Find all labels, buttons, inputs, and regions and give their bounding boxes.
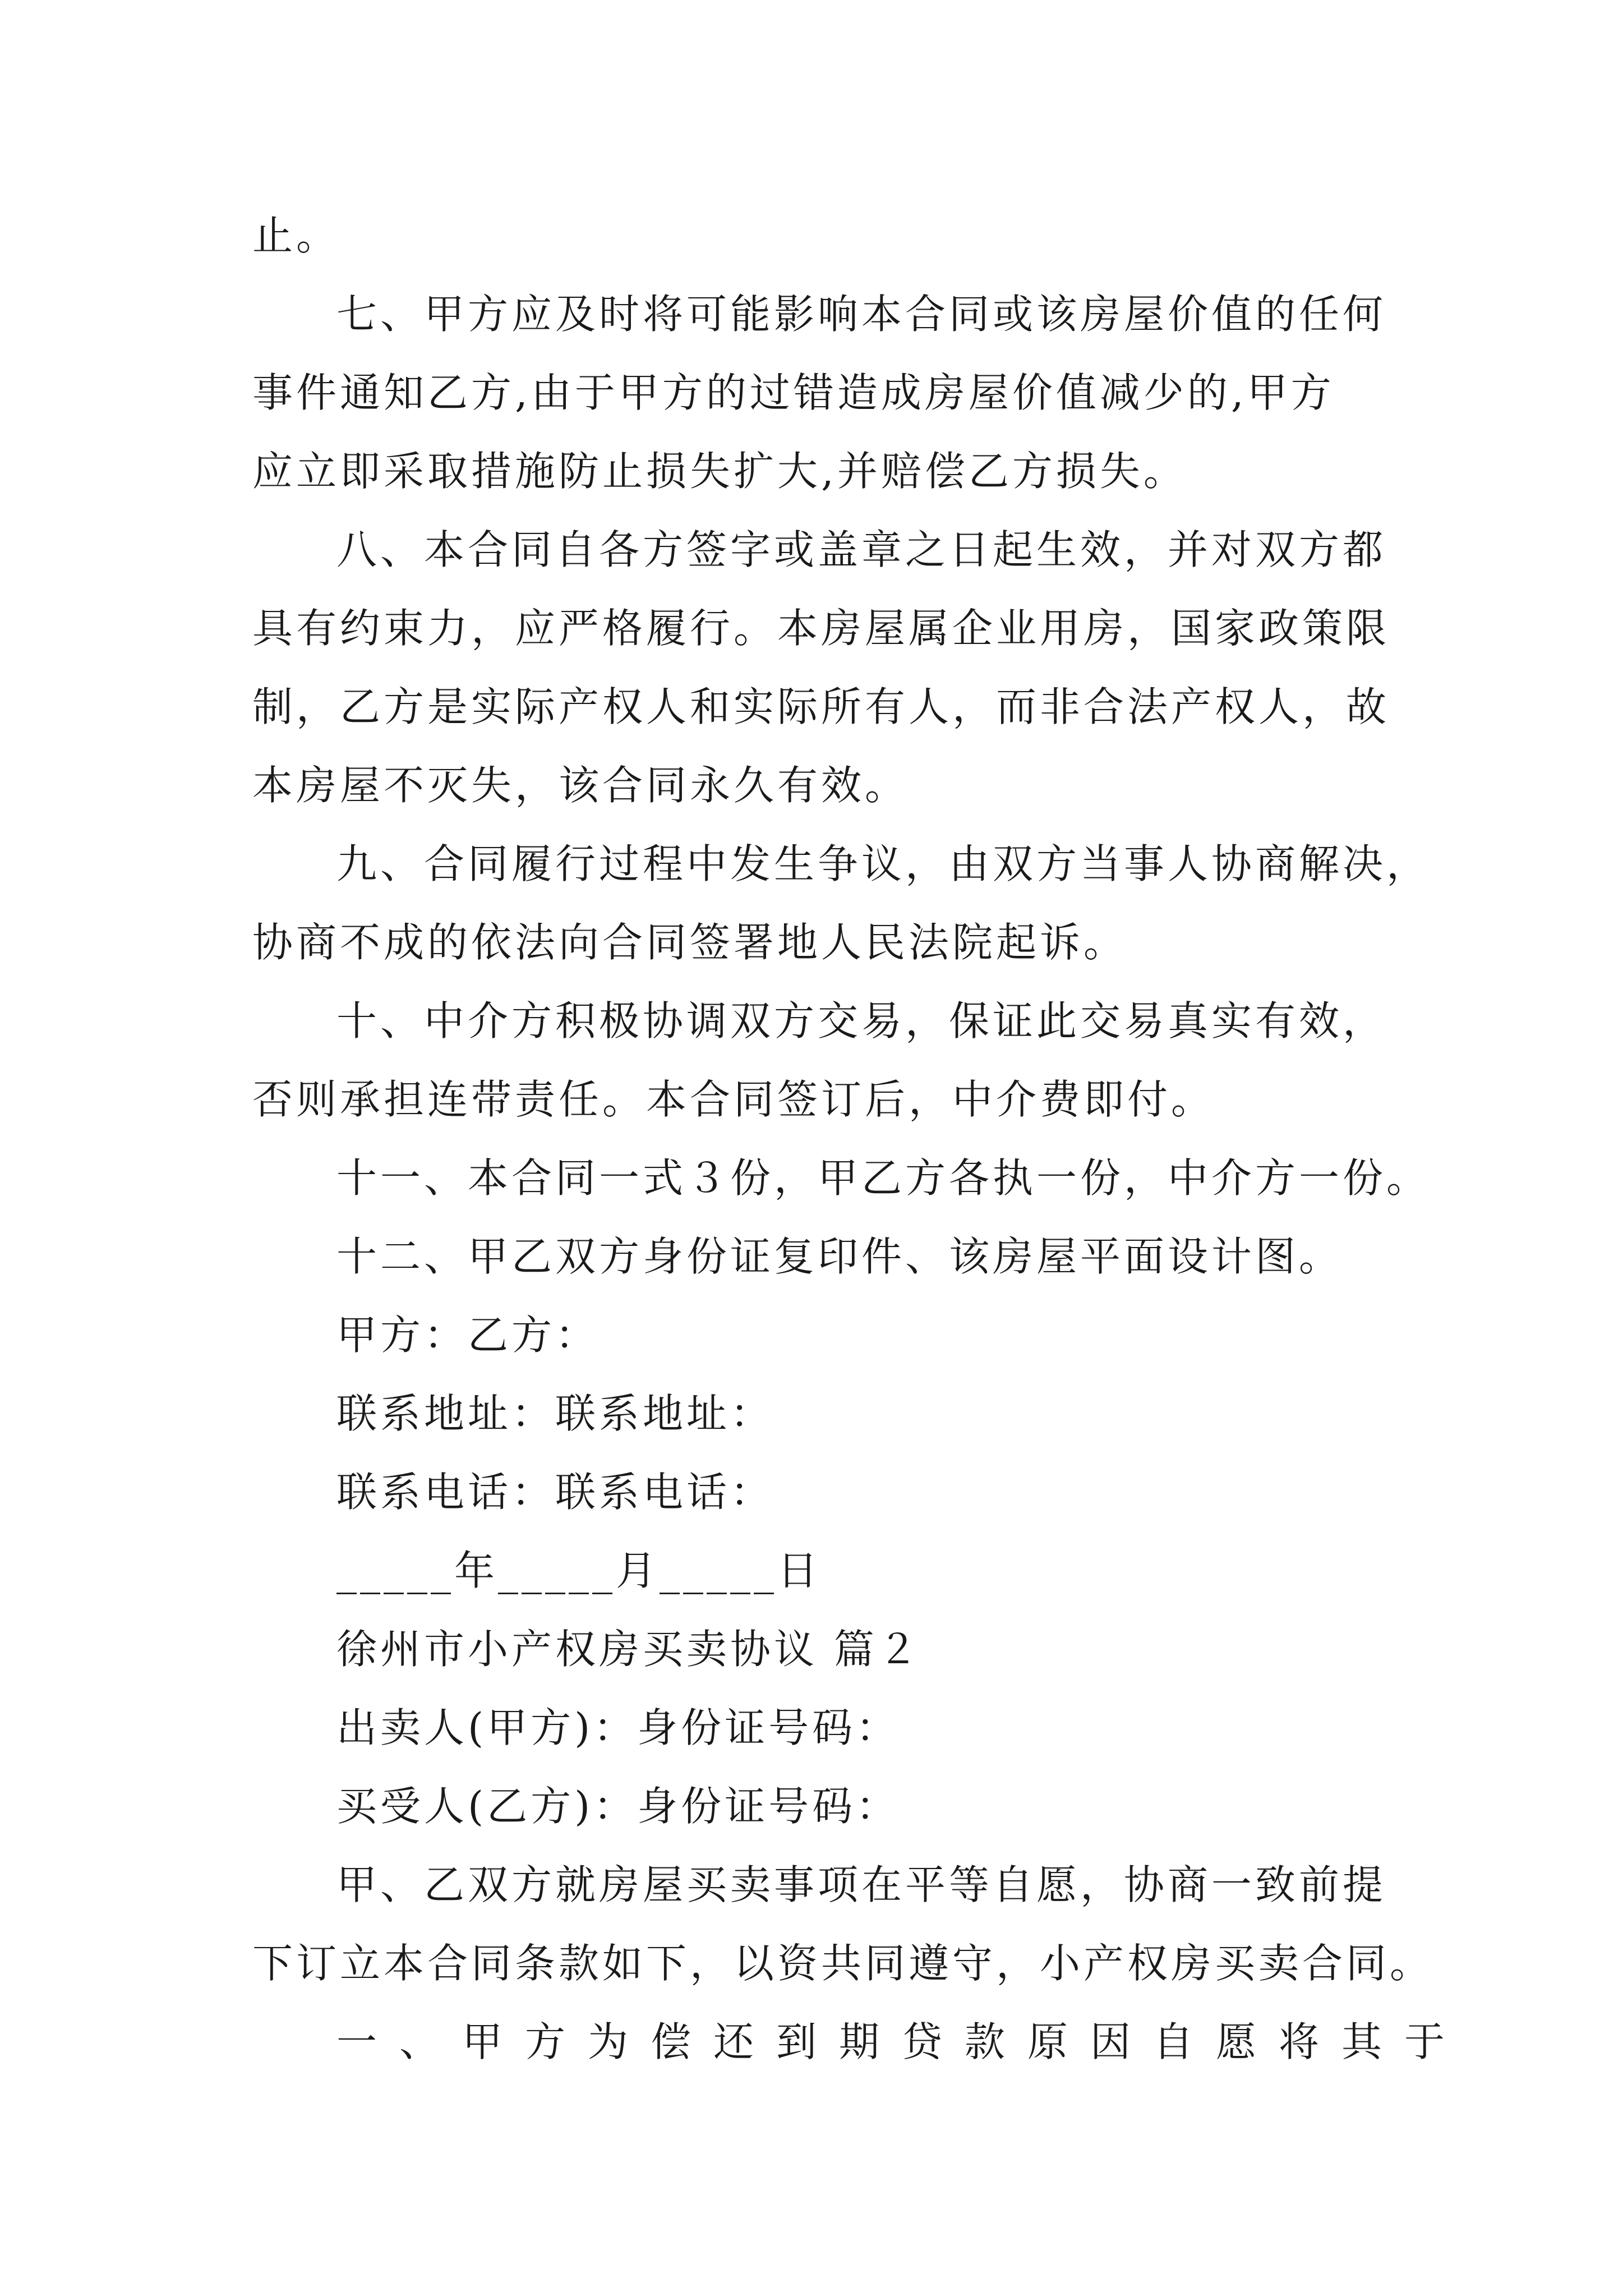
paragraph-line: 协商不成的依法向合同签署地人民法院起诉。 bbox=[252, 919, 1128, 966]
paragraph-line: 八、本合同自各方签字或盖章之日起生效，并对双方都 bbox=[336, 526, 1387, 573]
paragraph-line: 十、中介方积极协调双方交易，保证此交易真实有效， bbox=[336, 997, 1387, 1045]
paragraph-line: 本房屋不灭失，该合同永久有效。 bbox=[252, 762, 909, 809]
paragraph-line: 事件通知乙方,由于甲方的过错造成房屋价值减少的,甲方 bbox=[252, 369, 1335, 416]
paragraph-line: 否则承担连带责任。本合同签订后，中介费即付。 bbox=[252, 1076, 1215, 1123]
paragraph-line: 七、甲方应及时将可能影响本合同或该房屋价值的任何 bbox=[336, 291, 1387, 338]
buyer-line: 买受人(乙方)：身份证号码： bbox=[336, 1783, 900, 1830]
section-title: 徐州市小产权房买卖协议 篇２ bbox=[336, 1626, 921, 1673]
paragraph-line: 十二、甲乙双方身份证复印件、该房屋平面设计图。 bbox=[336, 1233, 1343, 1280]
paragraph-line: 下订立本合同条款如下，以资共同遵守，小产权房买卖合同。 bbox=[252, 1940, 1434, 1987]
paragraph-line: 制，乙方是实际产权人和实际所有人，而非合法产权人，故 bbox=[252, 683, 1390, 730]
signature-phone-line: 联系电话：联系电话： bbox=[336, 1469, 774, 1516]
signature-address-line: 联系地址：联系地址： bbox=[336, 1390, 774, 1437]
paragraph-line: 九、合同履行过程中发生争议，由双方当事人协商解决， bbox=[336, 840, 1431, 887]
paragraph-line: 应立即采取措施防止损失扩大,并赔偿乙方损失。 bbox=[252, 448, 1187, 495]
paragraph-line: 止。 bbox=[252, 212, 340, 259]
seller-line: 出卖人(甲方)：身份证号码： bbox=[336, 1704, 900, 1751]
paragraph-line: 甲、乙双方就房屋买卖事项在平等自愿，协商一致前提 bbox=[336, 1861, 1387, 1908]
paragraph-line: 十一、本合同一式３份，甲乙方各执一份，中介方一份。 bbox=[336, 1154, 1431, 1202]
paragraph-line: 具有约束力，应严格履行。本房屋属企业用房，国家政策限 bbox=[252, 605, 1390, 652]
paragraph-line: 一、甲方为偿还到期贷款原因自愿将其于 bbox=[336, 2018, 1468, 2065]
date-line: _____年_____月_____日 bbox=[336, 1547, 822, 1594]
signature-party-line: 甲方：乙方： bbox=[336, 1312, 600, 1359]
